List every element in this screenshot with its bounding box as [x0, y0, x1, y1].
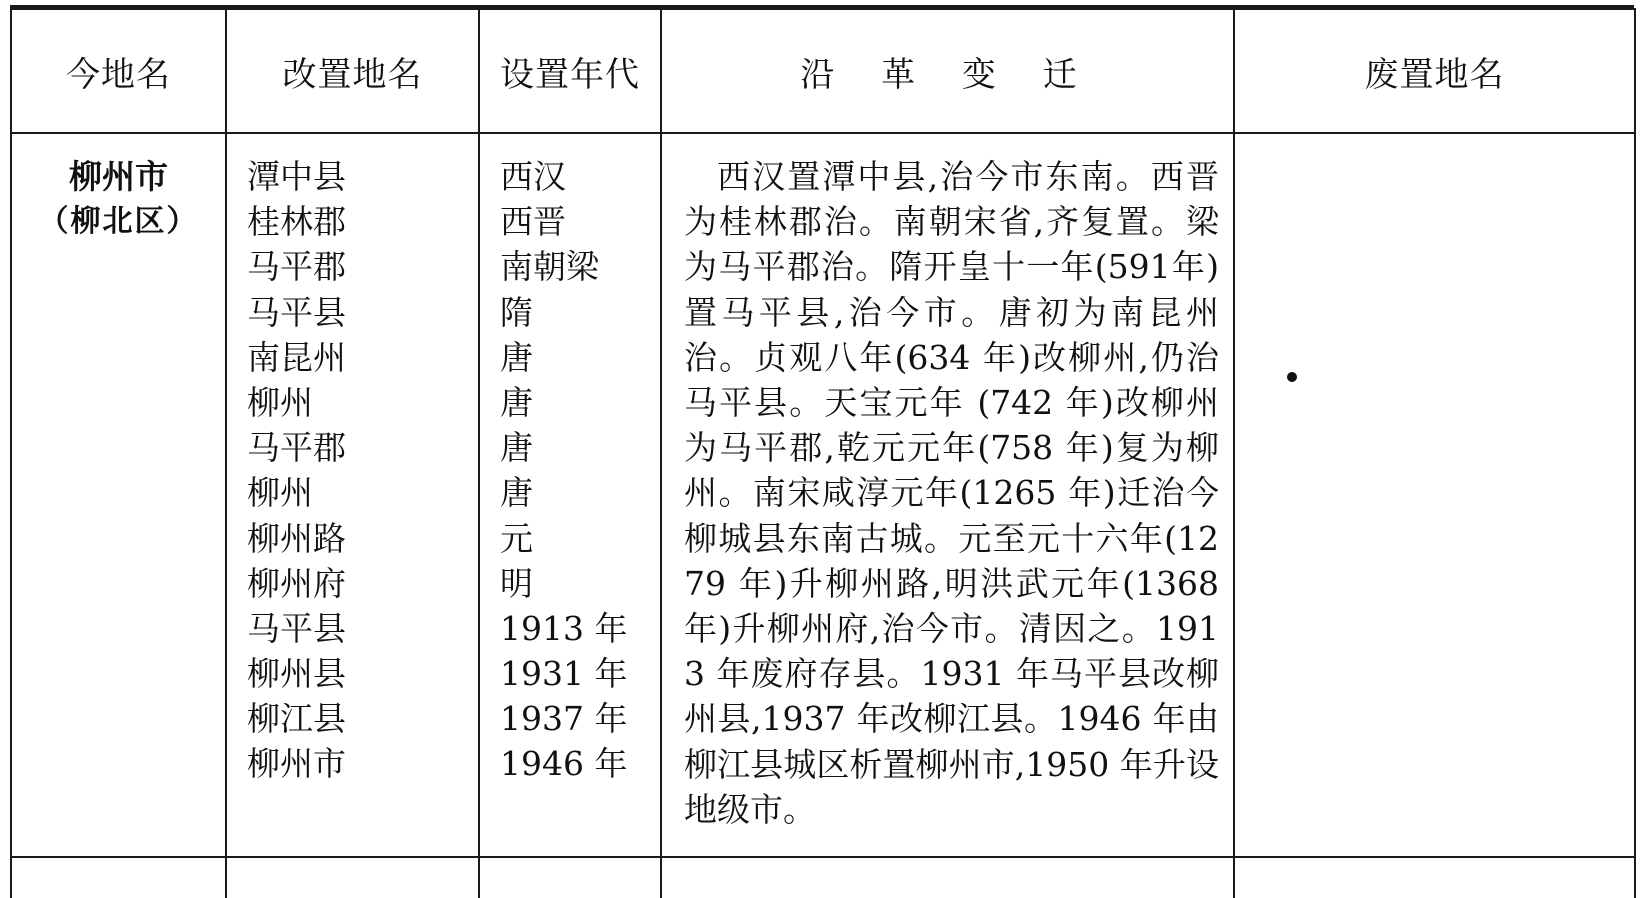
header-current-name: 今地名 [11, 9, 226, 133]
changed-names-cell [226, 133, 479, 857]
era-item: 西晋 [500, 202, 566, 242]
table-row-continuation [11, 857, 1635, 898]
changed-name-item: 柳州县 [247, 654, 346, 694]
changed-name-item: 柳江县 [247, 699, 346, 739]
current-name: 柳州市 [69, 157, 168, 196]
place-name-table [10, 8, 1636, 898]
header-era: 设置年代 [479, 9, 661, 133]
table-row [11, 133, 1635, 857]
header-history-label: 沿 革 变 迁 [800, 54, 1095, 95]
changed-name-item: 柳州 [247, 473, 313, 513]
empty-cell [1234, 857, 1635, 898]
era-item: 1946 年 [500, 744, 628, 784]
header-history [661, 9, 1234, 133]
era-item: 南朝梁 [500, 247, 599, 287]
abolished-name-cell [1234, 133, 1635, 857]
history-text: 西汉置潭中县,治今市东南。西晋为桂林郡治。南朝宋省,齐复置。梁为马平郡治。隋开皇十一年(591年)置马平县,治今市。唐初为南昆州治。贞观八年(634 年)改柳州,仍治马平县。天宝元年 (742 年)改柳州为马平郡,乾元元年(758 年)复为柳州。南宋咸淳元年(1265 年)迁治今柳城县东南古城。元至元十六年(1279 年)升柳州路,明洪武元年(1368 年)升柳州府,治今市。清因之。1913 年废府存县。1931 年马平县改柳州县,1937 年改柳江县。1946 年由柳江县城区析置柳州市,1950 年升设地级市。 [684, 157, 1219, 829]
era-item: 唐 [500, 473, 533, 513]
eras-cell [479, 133, 661, 857]
changed-name-item: 柳州府 [247, 563, 346, 603]
header-changed-name: 改置地名 [226, 9, 479, 133]
changed-name-item: 马平县 [247, 292, 346, 332]
changed-name-item: 南昆州 [247, 337, 346, 377]
current-name-cell [11, 133, 226, 857]
changed-name-item: 潭中县 [247, 157, 346, 196]
changed-name-item: 柳州 [247, 382, 313, 422]
eras-list [500, 154, 660, 787]
empty-cell [479, 857, 661, 898]
empty-cell [11, 857, 226, 898]
changed-name-item: 柳州市 [247, 744, 346, 784]
current-district: （柳北区） [38, 204, 199, 239]
era-item: 唐 [500, 428, 533, 468]
table-header-row [11, 9, 1635, 133]
history-cell [661, 133, 1234, 857]
era-item: 西汉 [500, 157, 566, 196]
empty-cell [661, 857, 1234, 898]
era-item: 隋 [500, 292, 533, 332]
era-item: 1937 年 [500, 699, 628, 739]
changed-name-item: 桂林郡 [247, 202, 346, 242]
changed-name-item: 马平郡 [247, 247, 346, 287]
bullet-dot [1287, 372, 1297, 382]
empty-cell [226, 857, 479, 898]
changed-names-list [247, 154, 478, 787]
era-item: 唐 [500, 337, 533, 377]
header-abolished-name: 废置地名 [1234, 9, 1635, 133]
era-item: 明 [500, 563, 533, 603]
changed-name-item: 马平县 [247, 608, 346, 648]
era-item: 唐 [500, 382, 533, 422]
changed-name-item: 马平郡 [247, 428, 346, 468]
era-item: 1931 年 [500, 654, 628, 694]
era-item: 元 [500, 518, 533, 558]
changed-name-item: 柳州路 [247, 518, 346, 558]
era-item: 1913 年 [500, 608, 628, 648]
